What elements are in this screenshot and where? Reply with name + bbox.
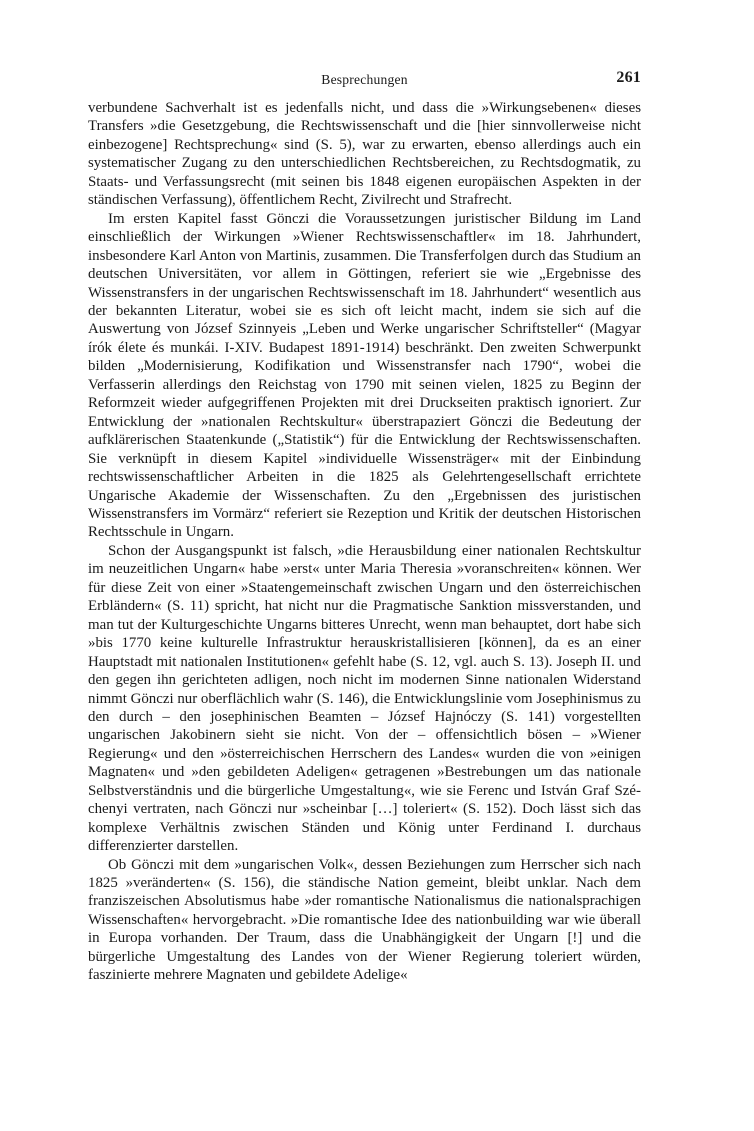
paragraph-starting-point: Schon der Ausgangspunkt ist falsch, »die Herausbildung einer nationalen Rechtskultur im neuzeitlichen Ungarn« habe »erst« unter Maria Theresia »voranschreiten« können. Wer für diese Zeit von einer »Staatengemeinschaft zwischen Ungarn und den österreichischen Erbländern« (S. 11) spricht, hat nicht nur die Pragmatische Sanktion missverstanden, und man tut der Kulturgeschichte Ungarns bitteres Unrecht, wenn man behauptet, dort habe sich »bis 1770 keine kulturelle Infrastruktur herauskristallisieren [können], da es an einer Hauptstadt mit nationalen Institutionen« gefehlt habe (S. 12, vgl. auch S. 13). Joseph II. und den gegen ihn gerichteten adligen, noch nicht im modernen Sinne nationalen Widerstand nimmt Gönczi nur oberflächlich wahr (S. 146), die Entwicklungslinie vom Josephinismus zu den durch – den josephinischen Beamten – József Hajnóczy (S. 141) vorgestellten ungarischen Jakobinern sieht sie nicht. Von der – offensichtlich bösen – »Wiener Regierung« und den »österreichischen Herrschern des Landes« wurden die von »einigen Magnaten« und »den gebildeten Adeligen« getragenen »Bestrebungen um das nationale Selbstverständnis und die bürgerliche Umgestaltung«, wie sie Ferenc und István Graf Széchenyi vertraten, nach Gönczi nur »scheinbar […] toleriert« (S. 152). Doch lässt sich das komplexe Verhältnis zwischen Ständen und König unter Ferdinand I. durchaus differenzierter darstellen. [88, 542, 641, 855]
paragraph-hungarian-people: Ob Gönczi mit dem »ungarischen Volk«, dessen Beziehungen zum Herrscher sich nach 1825 »veränderten« (S. 156), die ständische Nation gemeint, bleibt unklar. Nach dem franziszeischen Absolutismus habe »der romantische Nationalismus die nationalsprachigen Wissenschaften« hervorgebracht. »Die romantische Idee des nationbuilding war wie überall in Europa vorhanden. Der Traum, dass die Unabhängigkeit der Ungarn [!] und die bürgerliche Umgestaltung des Landes von der Wiener Regierung toleriert würden, faszinierte mehrere Magnaten und gebildete Adelige« [88, 856, 641, 984]
review-body-text [88, 99, 641, 985]
paragraph-first-chapter: Im ersten Kapitel fasst Gönczi die Voraussetzungen juristischer Bildung im Land einschließlich der Wirkungen »Wiener Rechtswissenschaftler« im 18. Jahrhundert, insbesondere Karl Anton von Martinis, zusammen. Die Transferfolgen durch das Studium an deutschen Universitäten, vor allem in Göttingen, referiert sie wie „Ergebnisse des Wissenstransfers in der ungarischen Rechtswissenschaft im 18. Jahrhundert“ wesentlich aus der bekannten Literatur, wobei sie es sich oft leicht macht, indem sie sich auf die Auswertung von József Szinnyeis „Leben und Werke ungarischer Schriftsteller“ (Magyar írók élete és munkái. I-XIV. Budapest 1891-1914) beschränkt. Den zweiten Schwerpunkt bilden „Modernisierung, Kodifikation und Wissenstransfer nach 1790“, wobei die Verfasserin allerdings den Reichstag von 1790 mit seinen vielen, 1825 zu Beginn der Reformzeit wieder aufgegriffenen Projekten mit drei Druckseiten praktisch ignoriert. Zur Entwicklung der »nationalen Rechtskultur« überstrapaziert Gönczi die Bedeutung der aufklärerischen Staatenkunde („Statistik“) für die Entwicklung der Rechtswissenschaften. Sie verknüpft in diesem Kapitel »individuelle Wissensträger« mit der Einbindung rechtswissenschaftlicher Arbeiten in die 1825 als Gelehrtengesellschaft errichtete Ungarische Akademie der Wissenschaften. Zu den „Ergebnissen des juristischen Wissenstransfers im Vormärz“ referiert sie Rezeption und Kritik der deutschen Historischen Rechtsschule in Ungarn. [88, 210, 641, 541]
running-title: Besprechungen [321, 72, 408, 87]
paragraph-continuation: verbundene Sachverhalt ist es jedenfalls nicht, und dass die »Wirkungsebenen« dieses Transfers »die Gesetzgebung, die Rechtswissenschaft und die [hier sinnvollerweise nicht einbezogene] Rechtsprechung« sind (S. 5), war zu erwarten, ebenso allerdings auch ein systematischer Zugang zu den unterschiedlichen Rechtsbereichen, zu Rechtsdogmatik, zu Staats- und Verfassungsrecht (mit seinen bis 1848 eigenen europäischen Aspekten in der ständischen Verfassung), öffentlichem Recht, Zivilrecht und Strafrecht. [88, 100, 641, 209]
running-head [88, 58, 641, 87]
book-page [88, 58, 641, 985]
page-number: 261 [616, 69, 641, 86]
